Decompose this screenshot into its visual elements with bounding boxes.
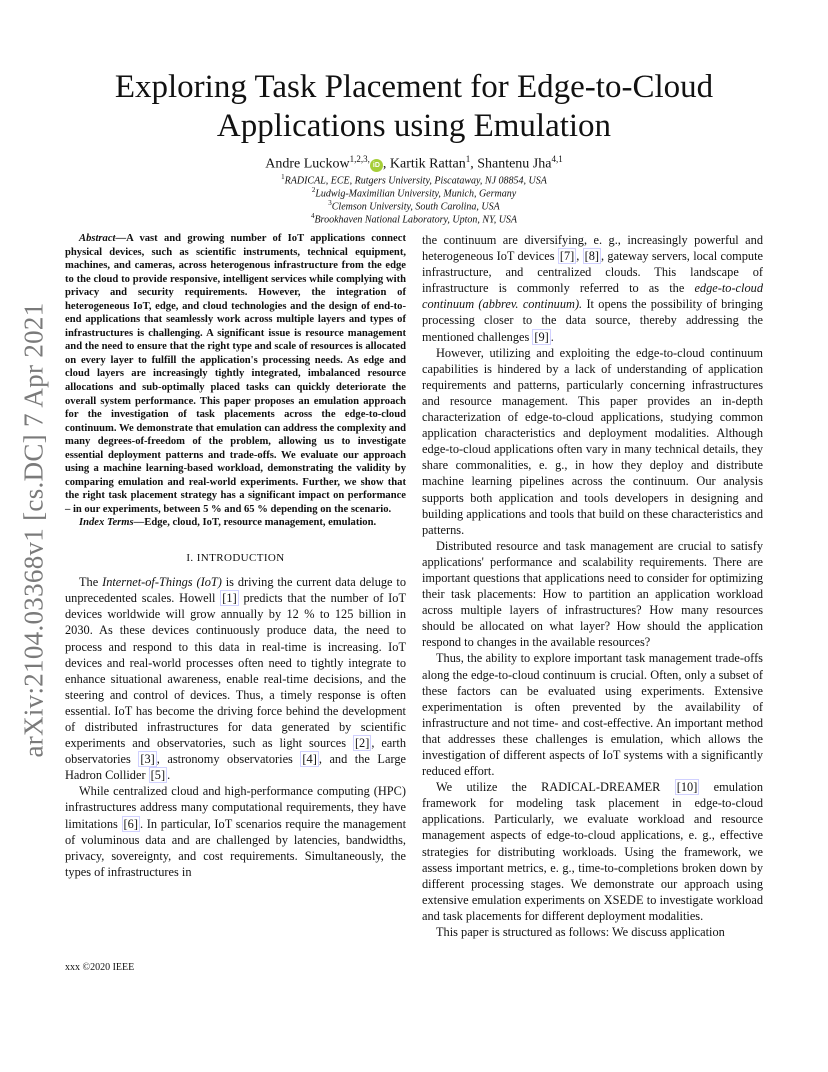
affiliation-text: Ludwig-Maximilian University, Munich, Germany — [315, 188, 517, 200]
abstract-label: Abstract — [79, 233, 116, 244]
emphasis-text: edge-to-cloud continuum (abbrev. continuum). — [422, 281, 763, 312]
right-column — [422, 232, 763, 940]
citation-link[interactable]: [8] — [584, 249, 600, 264]
affiliation-marker: 1 — [281, 173, 285, 181]
author-name: Andre Luckow — [265, 156, 350, 172]
paragraph: This paper is structured as follows: We discuss application — [436, 925, 725, 940]
citation-link[interactable]: [5] — [150, 768, 166, 783]
citation-link[interactable]: [10] — [676, 780, 698, 795]
author-name: Kartik Rattan — [389, 156, 466, 172]
citation-link[interactable]: [4] — [302, 752, 317, 767]
affiliation-marker: 4 — [310, 212, 315, 220]
index-terms — [65, 516, 406, 530]
paragraph: the continuum are diversifying, e. g., increasingly powerful and heterogeneous IoT devices [7] , [8] , gateway servers, local compute infrastructure, and centralized clouds. This landscape of infrastructure is commonly referred to as the edge-to-cloud continuum (abbrev. continuum). It opens the possibility of bringing processing closer to the data source, thereby addressing the mentioned challenges [9] . — [422, 233, 763, 344]
left-column — [65, 232, 406, 880]
paragraph: Thus, the ability to explore important task management trade-offs along the edge-to-cloud continuum is crucial. Often, only a subset of these factors can be evaluated using experiments. Extensive experimentation is often prevented by the availability of infrastructure and not time- and cost-effective. An important method that addresses these challenges is emulation, which allows the investigation of different aspects of IoT systems with a significantly reduced effort. — [422, 651, 763, 779]
affiliation-text: Clemson University, South Carolina, USA — [331, 201, 500, 213]
paper-title — [70, 68, 758, 146]
arxiv-identifier: arXiv:2104.03368v1 [cs.DC] 7 Apr 2021 — [18, 302, 49, 758]
abstract-text: —A vast and growing number of IoT applications connect physical devices, such as scientific instruments, technical equipment, machines, and cameras, across heterogenous infrastructure from the edge to the cloud to provide responsive, intelligent services while complying with privacy and security requirements. However, the integration of heterogeneous IoT, edge, and cloud technologies and the design of end-to-end applications that seamlessly work across multiple layers and types of infrastructures is challenging. A significant issue is resource management and the need to ensure that the right type and scale of resources is allocated on every layer to fulfill the application's processing needs. As edge and cloud layers are increasingly tightly integrated, imbalanced resource allocations and sub-optimally placed tasks can quickly deteriorate the overall system performance. This paper proposes an emulation approach for the investigation of task placements across the edge-to-cloud continuum. We demonstrate that emulation can address the complexity and many degrees-of-freedom of the problem, allowing us to investigate essential deployment patterns and trade-offs. We evaluate our approach using a machine learning-based workload, demonstrating the validity by comparing emulation and real-world experiments. Further, we show that the right task placement strategy has a significant impact on performance – in our experiments, between 5 % and 65 % depending on the scenario. — [65, 233, 406, 515]
copyright-notice: xxx ©2020 IEEE — [65, 962, 135, 973]
emphasis-text: Internet-of-Things (IoT) — [102, 575, 222, 590]
index-terms-text: —Edge, cloud, IoT, resource management, emulation. — [133, 517, 377, 529]
paragraph: We utilize the RADICAL-DREAMER [10] emulation framework for modeling task placement in edge-to-cloud applications. Particularly, we evaluate workload and resource management aspects of edge-to-cloud applications, e. g., effective strategies for distributing workloads. Using the framework, we assess important metrics, e. g., time-to-completions broken down by different processing stages. We demonstrate our approach using extensive emulation experiments on XSEDE to investigate workload and task placements for different deployment modalities. — [422, 780, 764, 923]
author-list: Andre Luckow$^{1,2,3,}$iD , Kartik Rattan$^1$, Shantenu Jha$^{4,1}$ — [265, 154, 563, 172]
affiliation — [70, 210, 758, 226]
citation-link[interactable]: [1] — [222, 591, 237, 606]
citation-link[interactable]: [7] — [559, 249, 575, 264]
paragraph: The Internet-of-Things (IoT) is driving the current data deluge to unprecedented scales. Howell [1] predicts that the number of IoT devices worldwide will grow annually by 12 % to 125 billion in 2030. As these devices continuously produce data, the need to process and respond to this data in real-time is increasing. IoT devices and real-world processes often need to tightly integrate to enhance situational awareness, enable real-time decisions, and the steering and control of devices. Thus, a timely response is often essential. IoT has become the driving force behind the development of distributed infrastructures for data generated by scientific experiments and observatories, such as light sources [2] , earth observatories [3] , astronomy observatories [4] , and the Large Hadron Collider [5] . — [65, 575, 407, 783]
orcid-icon[interactable]: iD — [370, 159, 383, 172]
arxiv-watermark — [14, 290, 54, 770]
citation-link[interactable]: [9] — [534, 329, 549, 344]
index-terms-label: Index Terms — [79, 517, 134, 529]
title-line-2: Applications using Emulation — [216, 108, 612, 144]
citation-link[interactable]: [3] — [140, 752, 155, 767]
author-affiliation-marker: 4,1 — [551, 154, 563, 164]
affiliation-marker: 2 — [311, 186, 316, 194]
citation-link[interactable]: [6] — [123, 816, 138, 831]
citation-link[interactable]: [2] — [354, 736, 370, 751]
affiliation-text: RADICAL, ECE, Rutgers University, Piscataway, NJ 08854, USA — [284, 175, 547, 187]
affiliation-text: Brookhaven National Laboratory, Upton, NY, USA — [314, 214, 518, 226]
section-heading: I. INTRODUCTION — [186, 552, 285, 565]
paragraph: Distributed resource and task management are crucial to satisfy applications' performance and scalability requirements. There are important questions that applications need to consider for optimizing their task placements: How to partition an application workload across multiple layers of infrastructures? How many resources should be allocated on what layer? How should the application respond to changes in the available resources? — [422, 538, 763, 650]
affiliation-marker: 3 — [328, 199, 332, 207]
abstract — [65, 232, 406, 516]
author-affiliation-marker: 1,2,3, — [349, 154, 370, 164]
title-line-1: Exploring Task Placement for Edge-to-Cloud — [114, 69, 714, 105]
paragraph: While centralized cloud and high-performance computing (HPC) infrastructures address many computational requirements, they have limitations [6] . In particular, IoT scenarios require the management of voluminous data and are challenged by latencies, bandwidths, privacy, sovereignty, and cost requirements. Simultaneously, the types of infrastructures in — [65, 784, 406, 879]
paragraph: However, utilizing and exploiting the edge-to-cloud continuum capabilities is hindered by a lack of understanding of application requirements and patterns, particularly concerning infrastructures and resource management. This paper provides an in-depth characterization of edge-to-cloud applications, studying common application characteristics and deployment modalities. Although edge-to-cloud applications often vary in many technical details, they share commonalities, e. g., in how they deploy and distribute machine learning pipelines across the continuum. Our analysis supports both application and tools developers in designing and building applications and tools that build on these characteristics and patterns. — [422, 345, 763, 537]
author-name: Shantenu Jha — [477, 156, 552, 172]
author-affiliation-marker: 1 — [465, 154, 471, 164]
